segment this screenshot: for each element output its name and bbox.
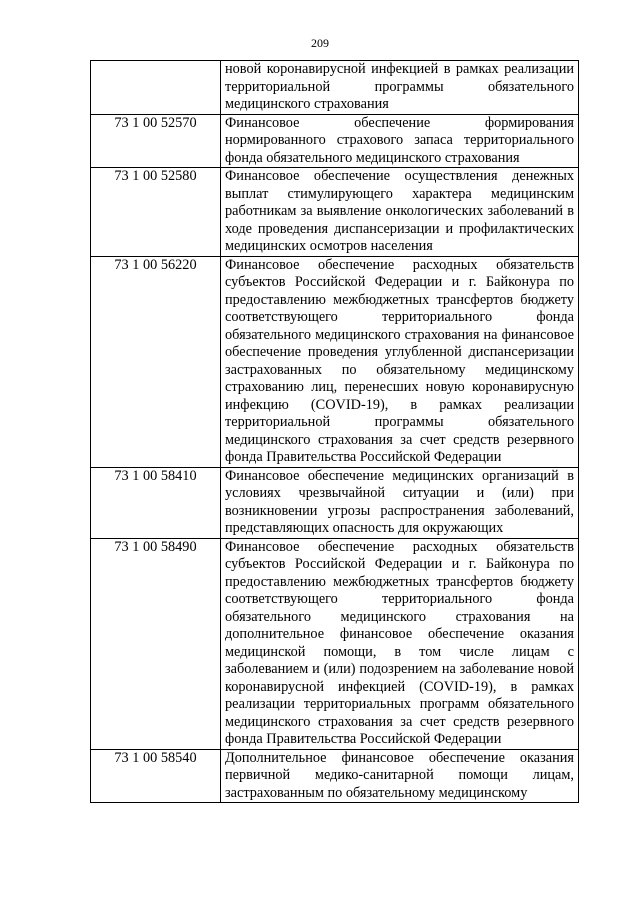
budget-code-cell: 73 1 00 56220 <box>91 256 221 467</box>
budget-code-cell <box>91 61 221 115</box>
budget-code-table <box>90 60 579 803</box>
description-cell: Финансовое обеспечение расходных обязательств субъектов Российской Федерации и г. Байконура по предоставлению межбюджетных трансфертов бюджету соответствующего территориального фонда обязательного медицинского страхования на финансовое обеспечение проведения углубленной диспансеризации застрахованных по обязательному медицинскому страхованию лиц, перенесших новую коронавирусную инфекцию (COVID-19), в рамках реализации территориальной программы обязательного медицинского страхования за счет средств резервного фонда Правительства Российской Федерации <box>221 256 579 467</box>
budget-code-cell: 73 1 00 58540 <box>91 749 221 803</box>
table-row <box>91 61 579 115</box>
budget-code-cell: 73 1 00 58490 <box>91 538 221 749</box>
description-cell: Финансовое обеспечение расходных обязательств субъектов Российской Федерации и г. Байконура по предоставлению межбюджетных трансфертов бюджету соответствующего территориального фонда обязательного медицинского страхования на дополнительное финансовое обеспечение оказания медицинской помощи, в том числе лицам с заболеванием и (или) подозрением на заболевание новой коронавирусной инфекцией (COVID-19), в рамках реализации территориальных программ обязательного медицинского страхования за счет средств резервного фонда Правительства Российской Федерации <box>221 538 579 749</box>
description-cell: новой коронавирусной инфекцией в рамках реализации территориальной программы обязательного медицинского страхования <box>221 61 579 115</box>
table-row <box>91 114 579 168</box>
description-cell: Финансовое обеспечение формирования нормированного страхового запаса территориального фонда обязательного медицинского страхования <box>221 114 579 168</box>
table-row <box>91 749 579 803</box>
description-cell: Дополнительное финансовое обеспечение оказания первичной медико-санитарной помощи лицам, застрахованным по обязательному медицинскому <box>221 749 579 803</box>
table-row <box>91 538 579 749</box>
budget-code-cell: 73 1 00 52580 <box>91 168 221 257</box>
description-cell: Финансовое обеспечение осуществления денежных выплат стимулирующего характера медицинским работникам за выявление онкологических заболеваний в ходе проведения диспансеризации и профилактических медицинских осмотров населения <box>221 168 579 257</box>
budget-code-cell: 73 1 00 58410 <box>91 467 221 538</box>
table-row <box>91 256 579 467</box>
page-number: 209 <box>311 36 329 50</box>
description-cell: Финансовое обеспечение медицинских организаций в условиях чрезвычайной ситуации и (или) при возникновении угрозы распространения заболеваний, представляющих опасность для окружающих <box>221 467 579 538</box>
table-row <box>91 467 579 538</box>
table-row <box>91 168 579 257</box>
budget-code-cell: 73 1 00 52570 <box>91 114 221 168</box>
